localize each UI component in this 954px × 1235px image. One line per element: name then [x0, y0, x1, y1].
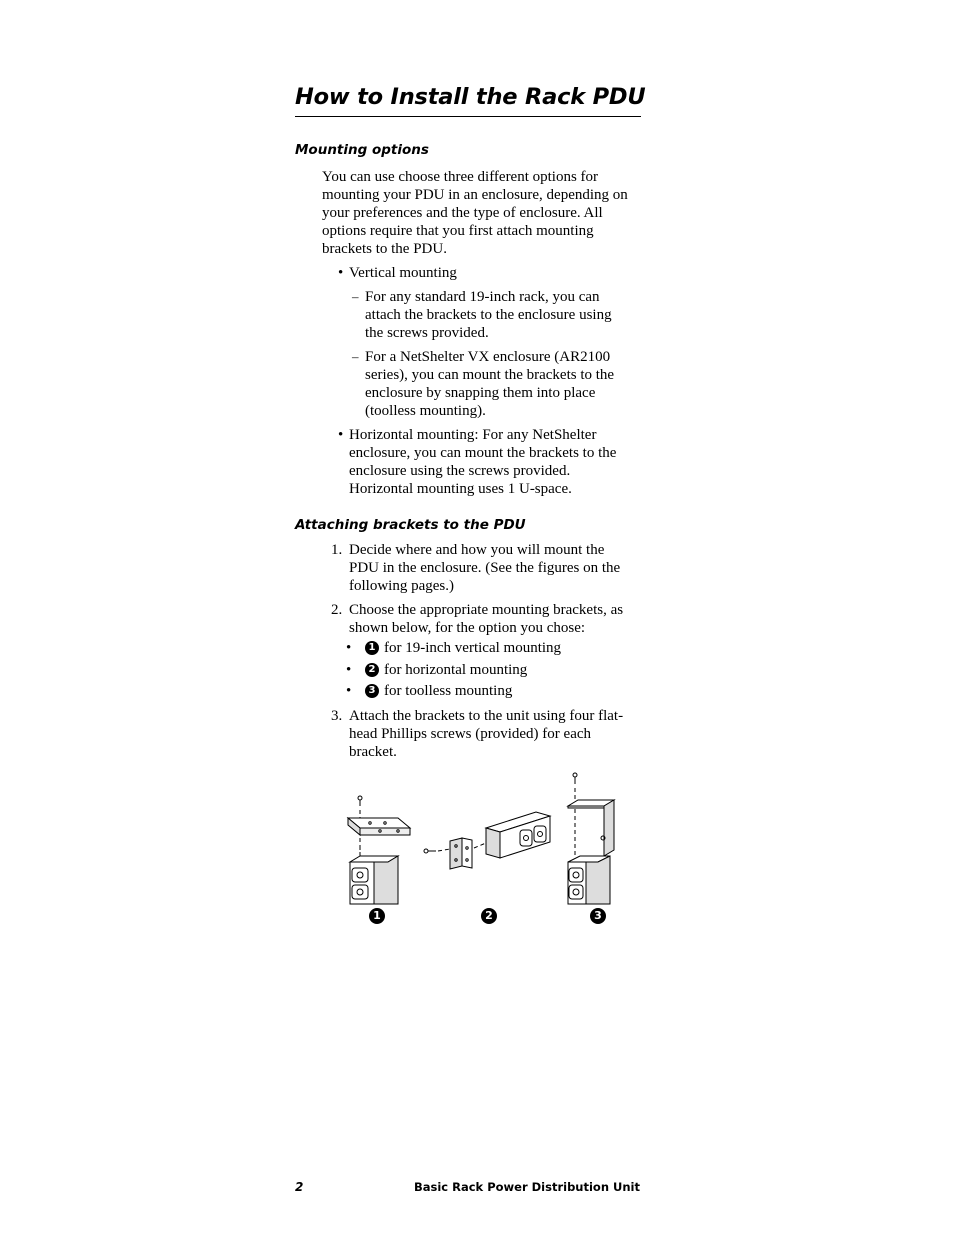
- option-text: for horizontal mounting: [384, 662, 528, 678]
- bullet-icon: •: [346, 683, 352, 699]
- horizontal-bracket-illustration: [424, 812, 550, 869]
- bullet-vertical-mounting: [338, 264, 638, 282]
- toolless-bracket-illustration: [568, 773, 614, 904]
- figure-callout-1-icon: 1: [369, 908, 385, 924]
- section-heading-mounting-options: Mounting options: [295, 142, 429, 158]
- dash-icon: –: [352, 289, 359, 304]
- footer-page-number: 2: [295, 1180, 304, 1194]
- callout-2-icon: 2: [365, 663, 379, 677]
- step-number: 2.: [331, 602, 343, 618]
- bullet-icon: •: [346, 662, 352, 678]
- bullet-icon: •: [338, 265, 344, 281]
- bullet-horizontal-mounting: [338, 426, 630, 498]
- dash-item-netshelter-vx: [352, 348, 627, 420]
- mounting-intro-paragraph: You can use choose three different options for mounting your PDU in an enclosure, depending on your preferences and the type of enclosure. All options require that you first attach mounting brackets to the PDU.: [322, 169, 628, 257]
- option-text: for toolless mounting: [384, 683, 513, 699]
- step-text: Decide where and how you will mount the PDU in the enclosure. (See the figures on the following pages.): [349, 542, 621, 594]
- step-text: Attach the brackets to the unit using four flat-head Phillips screws (provided) for each bracket.: [349, 708, 624, 760]
- option-text: for 19-inch vertical mounting: [384, 640, 562, 656]
- vertical-bracket-illustration: [348, 796, 410, 904]
- dash-text: For any standard 19-inch rack, you can attach the brackets to the enclosure using the screws provided.: [365, 289, 612, 341]
- step-number: 1.: [331, 542, 343, 558]
- footer-doc-title: Basic Rack Power Distribution Unit: [413, 1180, 640, 1194]
- option-item-vertical: [346, 639, 561, 657]
- callout-1-icon: 1: [365, 641, 379, 655]
- bracket-mounting-figure: [340, 768, 630, 933]
- figure-callout-2-icon: 2: [481, 908, 497, 924]
- callout-3-icon: 3: [365, 684, 379, 698]
- option-item-horizontal: [346, 661, 527, 679]
- figure-callout-3-icon: 3: [590, 908, 606, 924]
- step-2: [331, 601, 636, 637]
- step-number: 3.: [331, 708, 343, 724]
- step-3: [331, 707, 636, 761]
- page-title: How to Install the Rack PDU: [295, 84, 641, 117]
- bracket-illustration: [340, 768, 630, 908]
- dash-text: For a NetShelter VX enclosure (AR2100 series), you can mount the brackets to the enclosure by snapping them into place (toolless mounting).: [365, 349, 615, 419]
- dash-icon: –: [352, 349, 359, 364]
- step-1: [331, 541, 636, 595]
- dash-item-19-inch-rack: [352, 288, 627, 342]
- bullet-text: Vertical mounting: [349, 265, 457, 281]
- step-text: Choose the appropriate mounting brackets, as shown below, for the option you chose:: [349, 602, 624, 636]
- bullet-icon: •: [346, 640, 352, 656]
- option-item-toolless: [346, 682, 512, 700]
- bullet-text: Horizontal mounting: For any NetShelter enclosure, you can mount the brackets to the enclosure using the screws provided. Horizontal mounting uses 1 U-space.: [349, 427, 617, 497]
- section-heading-attaching-brackets: Attaching brackets to the PDU: [295, 517, 526, 533]
- bullet-icon: •: [338, 427, 344, 443]
